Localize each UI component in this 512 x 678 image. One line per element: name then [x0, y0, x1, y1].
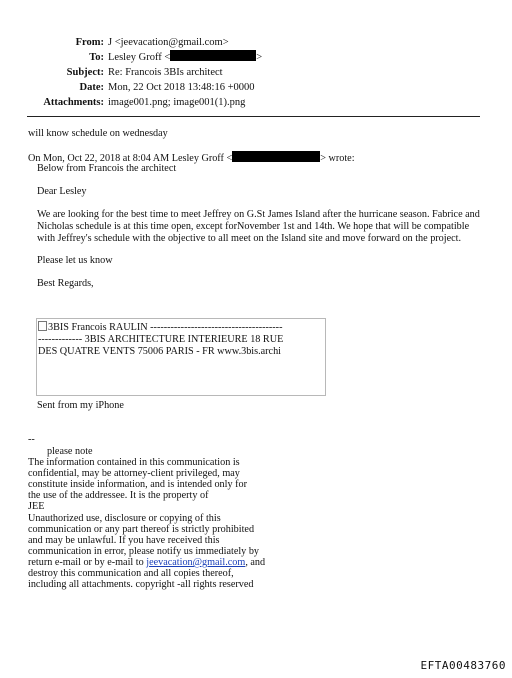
attachments-value: image001.png; image001(1).png	[108, 97, 246, 108]
header-divider	[27, 116, 480, 117]
subject-value: Re: Francois 3BIs architect	[108, 67, 223, 78]
disclaimer-line-3: constitute inside information, and is intended only for	[28, 479, 247, 490]
sent-from: Sent from my iPhone	[37, 400, 124, 411]
from-label: From:	[75, 37, 104, 48]
broken-image-icon	[38, 321, 47, 331]
closing: Best Regards,	[37, 278, 94, 289]
disclaimer-line-7: communication or any part thereof is strictly prohibited	[28, 524, 255, 535]
quote-intro-suffix: > wrote:	[320, 153, 355, 164]
paragraph-1-line-3: with Jeffrey's schedule with the objective to all meet on the Island site and move forward on the project.	[37, 233, 462, 244]
paragraph-2: Please let us know	[37, 255, 113, 266]
quote-intro-prefix: On Mon, Oct 22, 2018 at 8:04 AM Lesley Groff <	[28, 153, 233, 164]
attachments-label: Attachments:	[43, 97, 104, 108]
disclaimer-line-10-prefix: return e-mail or by e-mail to	[28, 557, 147, 568]
signature-line-3: DES QUATRE VENTS 75006 PARIS - FR www.3bis.archi	[38, 346, 282, 357]
redaction-bar	[170, 50, 256, 61]
to-name: Lesley Groff <	[108, 52, 171, 63]
disclaimer-note: please note	[47, 446, 93, 457]
to-value	[108, 50, 262, 65]
disclaimer-line-10-suffix: , and	[245, 557, 266, 568]
disclaimer-line-8: and may be unlawful. If you have received this	[28, 535, 220, 546]
quote-line1: Below from Francois the architect	[37, 163, 177, 174]
to-close: >	[256, 52, 263, 63]
document-id: EFTA00483760	[420, 659, 506, 672]
redaction-bar	[232, 151, 320, 162]
disclaimer-line-5: JEE	[28, 501, 45, 512]
paragraph-1-line-2: Nicholas schedule is at this time open, except forNovember 1st and 14th. We hope that will be compatible	[37, 221, 470, 232]
from-value: J <jeevacation@gmail.com>	[108, 37, 229, 48]
paragraph-1-line-1: We are looking for the best time to meet Jeffrey on G.St James Island after the hurricane season. Fabrice and	[37, 209, 480, 220]
date-value: Mon, 22 Oct 2018 13:48:16 +0000	[108, 82, 255, 93]
reply-text: will know schedule on wednesday	[28, 128, 168, 139]
signature-text-1: 3BIS Francois RAULIN ---------------------------------------	[48, 322, 283, 333]
disclaimer-line-11: destroy this communication and all copies thereof,	[28, 568, 234, 579]
disclaimer-line-1: The information contained in this communication is	[28, 457, 240, 468]
disclaimer-line-2: confidential, may be attorney-client privileged, may	[28, 468, 240, 479]
salutation: Dear Lesley	[37, 186, 87, 197]
to-label: To:	[89, 52, 104, 63]
disclaimer-line-4: the use of the addressee. It is the property of	[28, 490, 209, 501]
signature-dashes: --	[28, 434, 35, 445]
email-link[interactable]: jeevacation@gmail.com	[146, 557, 246, 568]
disclaimer-line-6: Unauthorized use, disclosure or copying of this	[28, 513, 221, 524]
subject-label: Subject:	[66, 67, 104, 78]
disclaimer-line-9: communication in error, please notify us immediately by	[28, 546, 260, 557]
disclaimer-line-12: including all attachments. copyright -all rights reserved	[28, 579, 254, 590]
date-label: Date:	[79, 82, 104, 93]
signature-line-2: ------------- 3BIS ARCHITECTURE INTERIEURE 18 RUE	[38, 334, 284, 345]
